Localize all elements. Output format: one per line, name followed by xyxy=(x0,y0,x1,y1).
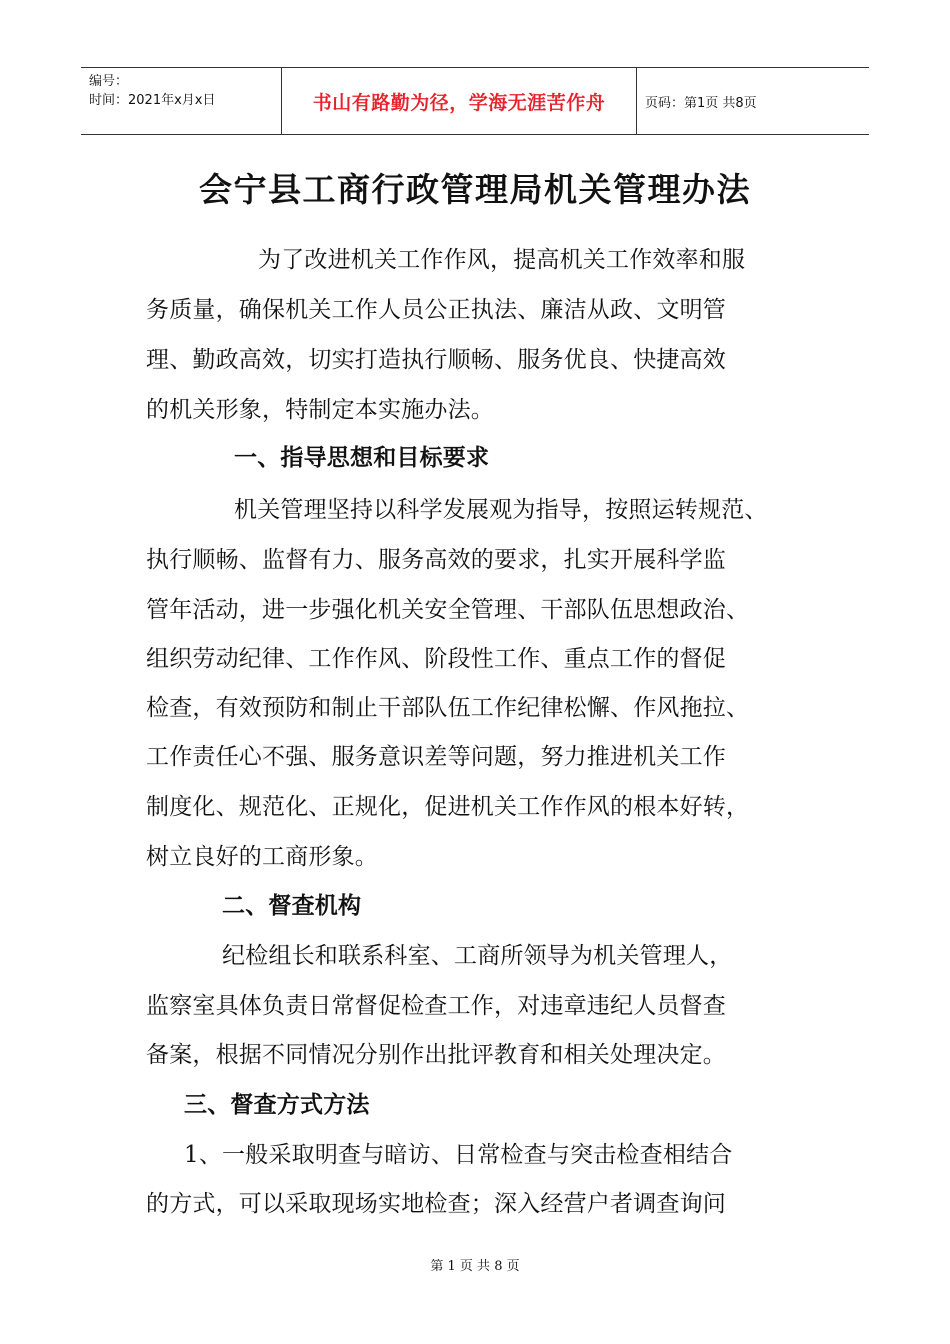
paragraph-line: 理、勤政高效，切实打造执行顺畅、服务优良、快捷高效 xyxy=(146,347,726,373)
paragraph-line: 检查，有效预防和制止干部队伍工作纪律松懈、作风拖拉、 xyxy=(146,695,750,721)
number-label: 编号： xyxy=(89,74,129,89)
paragraph-line: 管年活动，进一步强化机关安全管理、干部队伍思想政治、 xyxy=(146,597,750,623)
paragraph-line: 机关管理坚持以科学发展观为指导，按照运转规范、 xyxy=(234,497,768,523)
paragraph-line: 1、一般采取明查与暗访、日常检查与突击检查相结合 xyxy=(184,1142,733,1168)
paragraph-line: 为了改进机关工作作风，提高机关工作效率和服 xyxy=(258,247,746,273)
section-heading: 一、指导思想和目标要求 xyxy=(234,444,490,471)
header-slogan: 书山有路勤为径，学海无涯苦作舟 xyxy=(281,68,637,134)
paragraph-line: 监察室具体负责日常督促检查工作，对违章违纪人员督查 xyxy=(146,993,726,1019)
paragraph-line: 务质量，确保机关工作人员公正执法、廉洁从政、文明管 xyxy=(146,297,726,323)
paragraph-line: 纪检组长和联系科室、工商所领导为机关管理人， xyxy=(222,943,733,969)
header-meta xyxy=(81,68,281,134)
section-heading: 二、督查机构 xyxy=(222,892,362,919)
paragraph-line: 的方式，可以采取现场实地检查；深入经营户者调查询问 xyxy=(146,1191,726,1217)
paragraph-line: 的机关形象，特制定本实施办法。 xyxy=(146,397,494,423)
paragraph-line: 工作责任心不强、服务意识差等问题，努力推进机关工作 xyxy=(146,744,726,770)
date-label: 时间：2021年x月x日 xyxy=(89,93,216,108)
paragraph-line: 组织劳动纪律、工作作风、阶段性工作、重点工作的督促 xyxy=(146,646,726,672)
section-heading: 三、督查方式方法 xyxy=(184,1091,370,1118)
header-page-label: 页码：第1页 共8页 xyxy=(645,95,757,111)
page-footer: 第 1 页 共 8 页 xyxy=(430,1259,520,1274)
page-header xyxy=(81,67,869,135)
paragraph-line: 备案，根据不同情况分别作出批评教育和相关处理决定。 xyxy=(146,1042,726,1068)
paragraph-line: 执行顺畅、监督有力、服务高效的要求，扎实开展科学监 xyxy=(146,547,726,573)
document-title: 会宁县工商行政管理局机关管理办法 xyxy=(199,170,751,209)
paragraph-line: 树立良好的工商形象。 xyxy=(146,844,378,870)
paragraph-line: 制度化、规范化、正规化，促进机关工作作风的根本好转， xyxy=(146,794,750,820)
